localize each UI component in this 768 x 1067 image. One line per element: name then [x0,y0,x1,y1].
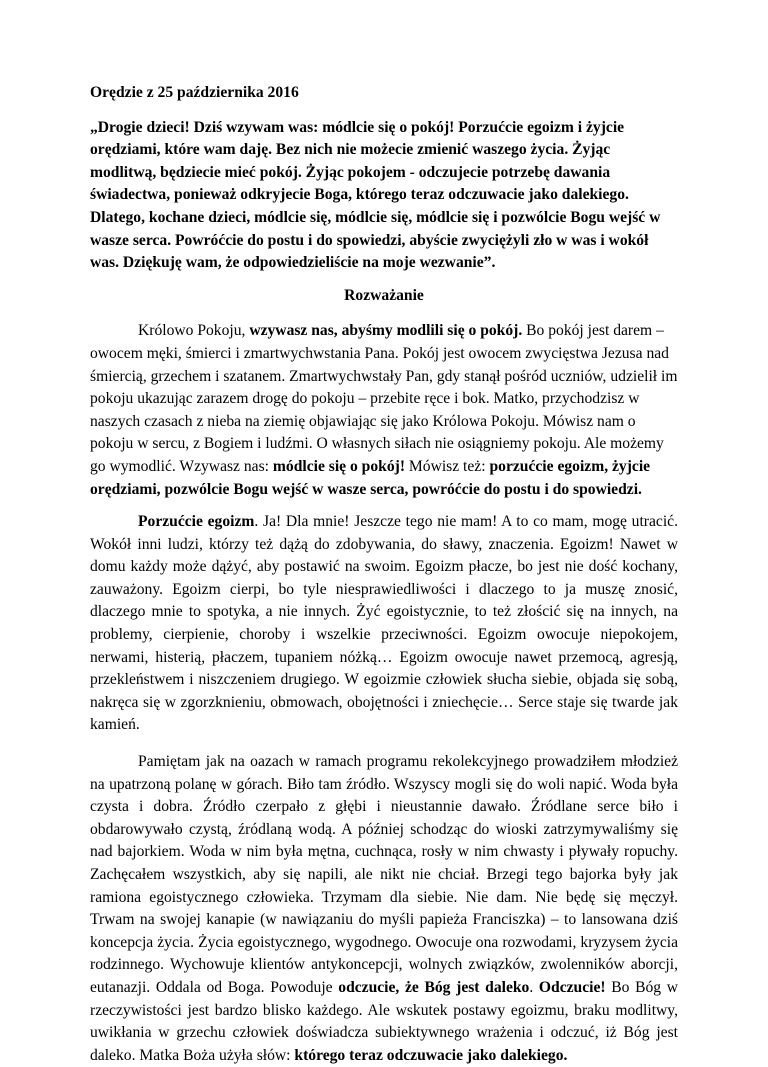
text-span: . Ja! Dla mnie! Jeszcze tego nie mam! A to co mam, mogę utracić. Wokół inni ludzi, którzy też dążą do zdobywania, do sławy, znaczenia. Egoizm! Nawet w domu każdy może dążyć, aby postawić na swoim. Egoizm płacze, bo jest nie dość kochany, zauważony. Egoizm cierpi, bo tyle niesprawiedliwości i dlaczego to ja muszę znosić, dlaczego mnie to spotyka, a nie innych. Żyć egoistycznie, to też złościć się na innych, na problemy, cierpienie, choroby i wszelkie przeciwności. Egoizm owocuje niepokojem, nerwami, histerią, płaczem, tupaniem nóżką… Egoizm owocuje nawet przemocą, agresją, przekleństwem i niszczeniem drugiego. W egoizmie człowiek słucha siebie, objada się sobą, nakręca się w zgorzknieniu, obmowach, obojętności i zniechęcie… Serce staje się twarde jak kamień. [90,513,678,734]
reflection-title: Rozważanie [344,286,424,304]
emphasis-span: wzywasz nas, abyśmy modlili się o pokój. [249,322,523,340]
emphasis-span: porzućcie egoizm, żyjcie orędziami, pozwólcie Bogu wejść w wasze serca, powróćcie do postu i do spowiedzi. [90,457,651,498]
text-span: Pamiętam jak na oazach w ramach programu rekolekcyjnego prowadziłem młodzież na upatrzoną polanę w górach. Biło tam źródło. Wszyscy mogli się do woli napić. Woda była czysta i dobra. Źródło czerpało z głębi i nieustannie dawało. Źródlane serce biło i obdarowywało czystą, źródlaną wodą. A później schodząc do wioski zatrzymywaliśmy się nad bajorkiem. Woda w nim była mętna, cuchnąca, rosły w nim chwasty i pływały ropuchy. Zachęcałem wszystkich, aby się napili, ale nikt nie chciał. Brzegi tego bajorka były jak ramiona egoistycznego człowieka. Trzymam dla siebie. Nie dam. Nie będę się męczył. Trwam na swojej kanapie (w nawiązaniu do myśli papieża Franciszka) – to lansowana dziś koncepcja życia. Życia egoistycznego, wygodnego. Owocuje ona rozwodami, kryzysem życia rodzinnego. Wychowuje klientów antykoncepcji, wolnych związków, zwolenników aborcji, eutanazji. Oddala od Boga. Powoduje [90,753,678,996]
text-span: Królowo Pokoju, [138,322,250,340]
reflection-paragraph-2 [90,511,678,737]
text-span: Mówisz też: [405,457,490,475]
text-span: . [529,978,539,996]
emphasis-span: Odczucie! [538,978,606,996]
document-heading: Orędzie z 25 października 2016 [90,84,299,101]
text-span: Bo Bóg w rzeczywistości jest bardzo blisko każdego. Ale wskutek postawy egoizmu, braku modlitwy, uwikłania w grzechu człowiek doświadcza subiektywnego wrażenia i odczuć, iż Bóg jest daleko. Matka Boża użyła słów: [90,978,679,1064]
text-span: Bo pokój jest darem – owocem męki, śmierci i zmartwychwstania Pana. Pokój jest owocem zwycięstwa Jezusa nad śmiercią, grzechem i szatanem. Zmartwychwstały Pan, gdy stanął pośród uczniów, udzielił im pokoju ukazując zarazem drogę do pokoju – przebite ręce i bok. Matko, przychodzisz w naszych czasach z nieba na ziemię objawiając się jako Królowa Pokoju. Mówisz nam o pokoju w sercu, z Bogiem i ludźmi. O własnych siłach nie osiągniemy pokoju. Ale możemy go wymodlić. Wzywasz nas: [90,322,678,475]
emphasis-span: módlcie się o pokój! [272,457,406,475]
emphasis-span: Porzućcie egoizm [138,513,255,531]
emphasis-span: odczucie, że Bóg jest daleko [338,978,530,996]
emphasis-span: którego teraz odczuwacie jako dalekiego. [294,1046,568,1064]
message-text: „Drogie dzieci! Dziś wzywam was: módlcie się o pokój! Porzućcie egoizm i żyjcie orędziami, które wam daję. Bez nich nie możecie zmienić waszego życia. Żyjąc modlitwą, będziecie mieć pokój. Żyjąc pokojem - odczujecie potrzebę dawania świadectwa, ponieważ odkryjecie Boga, którego teraz odczuwacie jako dalekiego. Dlatego, kochane dzieci, módlcie się, módlcie się, módlcie się i pozwólcie Bogu wejść w wasze serca. Powróćcie do postu i do spowiedzi, abyście zwyciężyli zło w was i wokół was. Dziękuję wam, że odpowiedzieliście na moje wezwanie”. [90,118,661,272]
reflection-paragraph-3 [90,751,678,1067]
reflection-paragraph-1 [90,320,678,501]
